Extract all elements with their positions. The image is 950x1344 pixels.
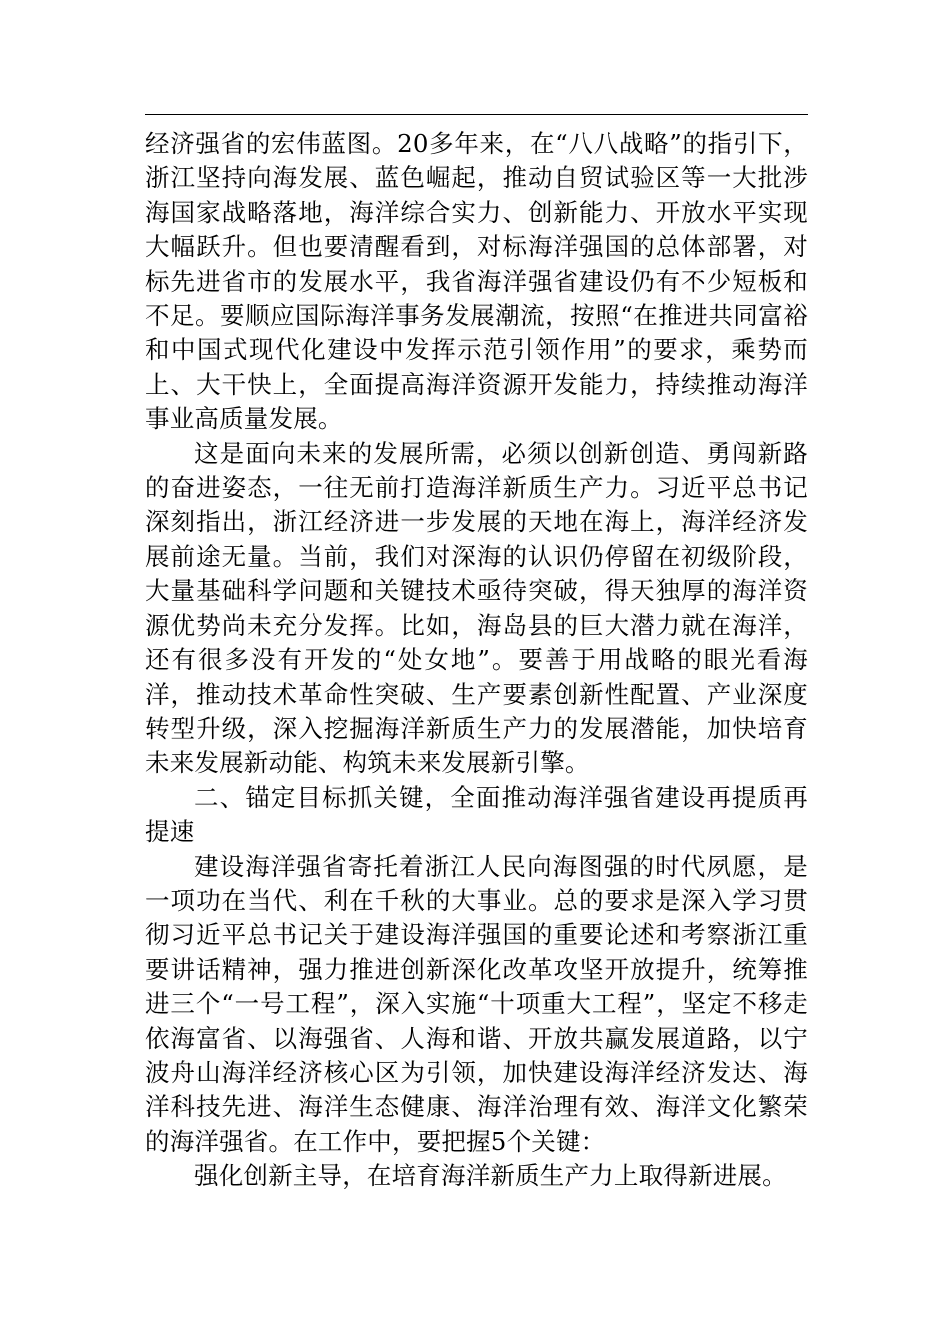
paragraph-marine-province-goals: 建设海洋强省寄托着浙江人民向海图强的时代夙愿，是一项功在当代、利在千秋的大事业。总的要求是深入学习贯彻习近平总书记关于建设海洋强国的重要论述和考察浙江重要讲话精神，强力推进创新深化改革攻坚开放提升，统筹推进三个“一号工程”，深入实施“十项重大工程”，坚定不移走依海富省、以海强省、人海和谐、开放共赢发展道路，以宁波舟山海洋经济核心区为引领，加快建设海洋经济发达、海洋科技先进、海洋生态健康、海洋治理有效、海洋文化繁荣的海洋强省。在工作中，要把握5个关键：	[145, 851, 808, 1156]
document-body	[145, 127, 808, 1194]
section-heading-two: 二、锚定目标抓关键，全面推动海洋强省建设再提质再提速	[145, 782, 808, 847]
paragraph-future-development: 这是面向未来的发展所需，必须以创新创造、勇闯新路的奋进姿态，一往无前打造海洋新质生产力。习近平总书记深刻指出，浙江经济进一步发展的天地在海上，海洋经济发展前途无量。当前，我们对深海的认识仍停留在初级阶段，大量基础科学问题和关键技术亟待突破，得天独厚的海洋资源优势尚未充分发挥。比如，海岛县的巨大潜力就在海洋，还有很多没有开发的“处女地”。要善于用战略的眼光看海洋，推动技术革命性突破、生产要素创新性配置、产业深度转型升级，深入挖掘海洋新质生产力的发展潜能，加快培育未来发展新动能、构筑未来发展新引擎。	[145, 438, 808, 778]
header-rule	[145, 114, 808, 115]
paragraph-continuation: 经济强省的宏伟蓝图。20多年来，在“八八战略”的指引下，浙江坚持向海发展、蓝色崛起，推动自贸试验区等一大批涉海国家战略落地，海洋综合实力、创新能力、开放水平实现大幅跃升。但也要清醒看到，对标海洋强国的总体部署，对标先进省市的发展水平，我省海洋强省建设仍有不少短板和不足。要顺应国际海洋事务发展潮流，按照“在推进共同富裕和中国式现代化建设中发挥示范引领作用”的要求，乘势而上、大干快上，全面提高海洋资源开发能力，持续推动海洋事业高质量发展。	[145, 129, 808, 434]
paragraph-innovation-lead: 强化创新主导，在培育海洋新质生产力上取得新进展。	[194, 1161, 787, 1191]
